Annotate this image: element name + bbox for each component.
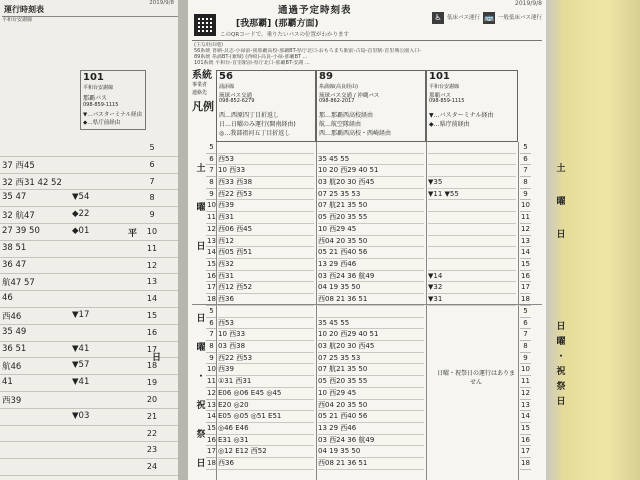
left-hour-cell: 21: [146, 411, 158, 421]
time-cell: E05 ◎05 ◎51 E51: [218, 411, 314, 423]
system-sub-89: 糸満線(高良経由): [319, 84, 358, 90]
hour-cell: 16: [206, 271, 217, 283]
system-sub-101: 平和台安謝線: [429, 84, 460, 90]
left-hour-cell: 19: [146, 378, 158, 388]
time-cell: 西32: [218, 259, 314, 271]
hour-cell: 7: [520, 165, 531, 177]
left-mark-cell: ▼41: [72, 343, 90, 354]
hol-56-column: [218, 306, 314, 470]
legend-56-3: ◎…我部祖河五丁目折返し: [219, 130, 291, 137]
time-cell: 西08 21 36 51: [318, 294, 424, 306]
column-divider: [518, 142, 519, 480]
left-row-line: [0, 458, 178, 459]
time-cell: 西53: [218, 318, 314, 330]
sat-56-column: [218, 142, 314, 306]
left-mark-cell: ◆22: [72, 209, 90, 220]
left-legend: [81, 108, 145, 127]
time-cell: [428, 236, 516, 248]
time-cell: 05 西20 35 55: [318, 376, 424, 388]
time-cell: 西12 西52: [218, 282, 314, 294]
right-holiday-char-1: 日: [556, 322, 566, 332]
time-cell: 西39: [218, 200, 314, 212]
left-time-cell: 32 航47: [2, 211, 35, 222]
time-cell: 35 45 55: [318, 154, 424, 166]
tel-89: 098-862-2017: [319, 98, 355, 104]
holiday-no-service-note: 日曜・祝祭日の運行はありません: [436, 370, 515, 386]
time-cell: 04 19 35 50: [318, 446, 424, 458]
left-route-header: [80, 70, 146, 130]
time-cell: 西39: [218, 364, 314, 376]
hour-cell: 18: [206, 294, 217, 306]
hour-cell: 13: [206, 400, 217, 412]
left-hour-cell: 5: [149, 143, 155, 152]
hour-cell: 14: [520, 411, 531, 423]
left-time-cell: 西46: [2, 312, 22, 322]
left-hour-cell: 10: [146, 227, 158, 236]
hour-cell: 15: [206, 423, 217, 435]
time-cell: [428, 224, 516, 236]
left-hour-cell: 6: [149, 159, 155, 169]
left-time-cell: 36 47: [2, 259, 27, 270]
holiday-char-6: 日: [196, 459, 206, 469]
hour-cell: 11: [520, 376, 531, 388]
left-mark-cell: ▼57: [72, 360, 90, 371]
hour-cell: 12: [520, 224, 531, 236]
hour-cell: 8: [520, 341, 531, 353]
time-cell: [428, 247, 516, 259]
legend-89-3: 西…那覇西高校・西崎経由: [319, 130, 392, 137]
route-info-box: [192, 40, 542, 68]
hour-cell: 11: [206, 212, 217, 224]
time-cell: 西08 21 36 51: [318, 458, 424, 470]
hour-cell: 18: [520, 458, 531, 470]
time-cell: 03 航20 30 西45: [318, 177, 424, 189]
legend-56: [219, 111, 296, 138]
hour-cell: 11: [206, 376, 217, 388]
qr-code-icon[interactable]: [194, 14, 216, 36]
time-cell: [428, 165, 516, 177]
time-cell: [218, 306, 314, 318]
time-cell: [428, 212, 516, 224]
wheelchair-label: 低床バス運行: [446, 15, 480, 21]
contact-heading: 連絡先: [192, 90, 208, 96]
left-time-cell: 41: [2, 377, 13, 388]
time-cell: ◎12 E12 西52: [218, 446, 314, 458]
left-note-1: 平和台安謝線: [2, 17, 33, 23]
hour-cell: 6: [520, 154, 531, 166]
left-hour-cell: 8: [149, 193, 155, 203]
time-cell: 10 西33: [218, 165, 314, 177]
left-row-line: [0, 223, 178, 224]
right-holiday-char-4: 祝: [556, 367, 566, 377]
hour-cell: 5: [206, 306, 217, 318]
hour-cell: 10: [206, 364, 217, 376]
hour-cell: 14: [206, 247, 217, 259]
time-cell: 西04 20 35 50: [318, 400, 424, 412]
hour-cell: 12: [520, 388, 531, 400]
time-cell: 03 航20 30 西45: [318, 341, 424, 353]
hour-cell: 12: [206, 224, 217, 236]
left-row-line: [0, 206, 178, 207]
saturday-char-3: 日: [196, 242, 206, 252]
left-day-char-1: 平: [128, 229, 138, 239]
column-divider: [216, 142, 217, 480]
hour-cell: 9: [206, 353, 217, 365]
hour-cell: 17: [206, 446, 217, 458]
hour-cell: 6: [206, 318, 217, 330]
time-cell: 西53: [218, 154, 314, 166]
left-day-weekday-2: 日: [152, 353, 162, 363]
left-time-cell: 37 西45: [2, 160, 35, 171]
legend-56-1: 西…西原四丁目折返し: [219, 112, 280, 119]
hour-cell: 16: [206, 435, 217, 447]
left-time-cell: 35 47: [2, 192, 27, 203]
qr-note: このQRコードで、乗りたいバスの位置がわかります: [220, 32, 350, 38]
holiday-char-5: 祭: [196, 430, 206, 440]
left-day-label: [128, 228, 137, 241]
left-hour-cell: 16: [146, 327, 158, 337]
holiday-label: [194, 310, 208, 474]
right-saturday-label: [554, 160, 568, 245]
right-saturday-char-1: 土: [556, 164, 566, 174]
time-cell: E20 ◎20: [218, 400, 314, 412]
time-cell: 05 西20 35 55: [318, 212, 424, 224]
left-time-cell: 38 51: [2, 242, 27, 253]
column-divider: [426, 142, 427, 480]
left-sheet-date: 2019/9/8: [149, 0, 174, 6]
time-cell: [428, 259, 516, 271]
legend-label: 凡例: [192, 100, 214, 113]
left-time-cell: 32 西31 42 52: [2, 177, 62, 188]
accessibility-icons: [432, 12, 542, 24]
hour-cell: 18: [206, 458, 217, 470]
time-cell: 西33 西38: [218, 177, 314, 189]
hour-column-sat-right: [520, 142, 531, 306]
holiday-char-4: 祝: [196, 401, 206, 411]
hour-cell: 7: [520, 329, 531, 341]
hour-cell: 8: [206, 341, 217, 353]
hour-cell: 5: [520, 306, 531, 318]
route-line-89: 89系統 糸満BT-(兼城) (西崎)-高良-小禄-那覇BT ...: [194, 54, 308, 60]
hol-89-column: [318, 306, 424, 470]
time-cell: 10 西29 45: [318, 224, 424, 236]
hour-cell: 8: [206, 177, 217, 189]
hour-cell: 7: [206, 329, 217, 341]
hour-cell: 13: [520, 400, 531, 412]
left-row-line: [0, 408, 178, 409]
left-hour-cell: 23: [146, 445, 158, 455]
time-cell: 13 29 西46: [318, 423, 424, 435]
time-cell: ◎46 E46: [218, 423, 314, 435]
hour-cell: 13: [520, 236, 531, 248]
left-hour-cell: 11: [146, 243, 158, 253]
left-operator: 那覇バス: [83, 95, 108, 102]
time-cell: 03 西24 36 航49: [318, 271, 424, 283]
left-time-cell: 35 49: [2, 326, 27, 337]
route-line-56: 56系統 喜納-具志-小禄前-我那覇高校-那覇BT-県庁北口-おもろまち駅前-古島-首里駅-首里城公園入口-: [194, 48, 422, 54]
left-time-cell: 46: [2, 293, 13, 304]
time-cell: [218, 142, 314, 154]
hour-cell: 17: [520, 282, 531, 294]
hour-cell: 15: [206, 259, 217, 271]
left-row-line: [0, 391, 178, 392]
left-row-line: [0, 257, 178, 258]
time-cell: [428, 142, 516, 154]
time-cell: ①31 西31: [218, 376, 314, 388]
left-hour-cell: 9: [149, 210, 155, 220]
left-legend-1: ▼…バスターミナル経由: [83, 112, 142, 118]
hour-cell: 17: [520, 446, 531, 458]
section-divider: [192, 304, 542, 305]
hour-column-hol-right: [520, 306, 531, 470]
hour-cell: 9: [206, 189, 217, 201]
system-sub-1: [192, 81, 214, 89]
holiday-char-2: 曜: [196, 343, 206, 353]
left-legend-2: ◆…県庁前経由: [83, 120, 121, 126]
system-number-101: 101: [429, 71, 450, 82]
time-cell: 10 西29 45: [318, 388, 424, 400]
time-cell: ▼31: [428, 294, 516, 306]
left-time-cell: 航47 57: [2, 278, 35, 289]
left-mark-cell: ▼41: [72, 377, 90, 388]
sat-101-column: [428, 142, 516, 306]
hour-cell: 9: [520, 189, 531, 201]
left-row-line: [0, 290, 178, 291]
left-row-line: [0, 240, 178, 241]
hour-cell: 6: [520, 318, 531, 330]
left-row-line: [0, 307, 178, 308]
time-cell: 07 25 35 53: [318, 353, 424, 365]
left-row-line: [0, 441, 178, 442]
right-saturday-char-2: 曜: [556, 197, 566, 207]
time-cell: 03 西24 36 航49: [318, 435, 424, 447]
holiday-char-1: 日: [196, 314, 206, 324]
right-holiday-char-6: 日: [556, 397, 566, 407]
tel-56: 098-852-6279: [219, 98, 255, 104]
time-cell: ▼32: [428, 282, 516, 294]
saturday-label: [194, 160, 208, 257]
left-row-line: [0, 189, 178, 190]
left-hour-cell: 20: [146, 395, 158, 404]
hour-cell: 8: [520, 177, 531, 189]
left-row-line: [0, 475, 178, 476]
right-holiday-label: [554, 320, 568, 410]
left-hour-cell: 7: [149, 176, 155, 186]
time-cell: [318, 142, 424, 154]
legend-89: [319, 111, 391, 138]
left-time-cell: 27 39 50: [2, 226, 40, 236]
sheet-gap: [178, 0, 188, 480]
hour-cell: 14: [520, 247, 531, 259]
system-number-89: 89: [319, 71, 333, 82]
left-time-cell: 西39: [2, 396, 22, 406]
saturday-char-2: 曜: [196, 203, 206, 213]
time-cell: 西36: [218, 294, 314, 306]
time-cell: 05 21 西40 56: [318, 411, 424, 423]
operator-89: 琉球バス交通 / 沖縄バス: [319, 93, 380, 99]
sheet-title: 通過予定時刻表: [278, 5, 352, 16]
holiday-char-3: ・: [196, 372, 206, 382]
time-cell: 西12: [218, 236, 314, 248]
left-hour-cell: 18: [146, 361, 158, 371]
time-cell: [428, 200, 516, 212]
hour-cell: 17: [206, 282, 217, 294]
hour-cell: 9: [520, 353, 531, 365]
hour-cell: 5: [206, 142, 217, 154]
right-holiday-char-5: 祭: [556, 382, 566, 392]
sat-89-column: [318, 142, 424, 306]
hour-cell: 12: [206, 388, 217, 400]
hour-cell: 18: [520, 294, 531, 306]
left-row-line: [0, 324, 178, 325]
left-route-number: 101: [83, 72, 104, 83]
left-tel: 098-859-1115: [83, 102, 119, 108]
operator-101: 那覇バス: [429, 93, 452, 99]
hour-cell: 11: [520, 212, 531, 224]
left-sheet-title: 運行時刻表: [4, 5, 44, 14]
time-cell: E06 ◎06 E45 ◎45: [218, 388, 314, 400]
time-cell: 西05 西51: [218, 247, 314, 259]
left-hour-cell: 13: [146, 277, 158, 287]
legend-101-1: ▼…バスターミナル経由: [429, 112, 494, 119]
legend-56-2: 日…日曜のみ運行(開南経由): [219, 121, 296, 128]
wheelchair-icon: ♿: [432, 12, 444, 24]
right-timetable-sheet: [188, 0, 546, 480]
time-cell: 西31: [218, 212, 314, 224]
legend-89-2: 航…航空隊経由: [319, 121, 362, 128]
saturday-char-1: 土: [196, 164, 206, 174]
left-mark-cell: ▼17: [72, 310, 90, 320]
hour-cell: 13: [206, 236, 217, 248]
legend-101-2: ◆…県庁前経由: [429, 121, 470, 128]
hour-cell: 15: [520, 259, 531, 271]
left-hour-cell: 17: [146, 344, 158, 354]
bus-label: 一般低床バス運行: [497, 15, 542, 21]
operator-56: 琉球バス交通: [219, 93, 253, 99]
time-cell: 10 20 西29 40 51: [318, 165, 424, 177]
time-cell: 西36: [218, 458, 314, 470]
time-cell: 西31: [218, 271, 314, 283]
column-divider: [316, 142, 317, 480]
hour-cell: 10: [520, 364, 531, 376]
right-holiday-char-3: ・: [556, 352, 566, 362]
left-row-line: [0, 273, 178, 274]
system-label: 系統: [192, 70, 212, 81]
system-sub-56: 浦添線: [219, 84, 235, 90]
left-hour-cell: 14: [146, 294, 158, 304]
time-cell: 10 20 西29 40 51: [318, 329, 424, 341]
left-time-cell: 航46: [2, 362, 22, 373]
route-header: (主な経由地): [194, 42, 223, 48]
left-route-name: 平和台安謝線: [83, 85, 114, 91]
system-label-box: [192, 70, 214, 113]
column-header-89: [316, 70, 426, 142]
column-header-101: [426, 70, 518, 142]
time-cell: 04 19 35 50: [318, 282, 424, 294]
left-notes: [2, 16, 178, 68]
right-holiday-char-2: 曜: [556, 337, 566, 347]
left-hour-cell: 22: [146, 428, 158, 438]
hour-cell: 16: [520, 271, 531, 283]
time-cell: [428, 154, 516, 166]
column-header-56: [216, 70, 316, 142]
left-hour-cell: 15: [146, 311, 158, 320]
left-mark-cell: ▼54: [72, 192, 90, 203]
time-cell: ▼11 ▼55: [428, 189, 516, 201]
time-cell: 西22 西53: [218, 189, 314, 201]
time-cell: 07 航21 35 50: [318, 364, 424, 376]
left-hour-cell: 12: [146, 260, 158, 270]
left-row-line: [0, 156, 178, 157]
hour-cell: 16: [520, 435, 531, 447]
left-row-line: [0, 425, 178, 426]
hour-cell: 15: [520, 423, 531, 435]
time-cell: 西04 20 35 50: [318, 236, 424, 248]
hour-cell: 10: [206, 200, 217, 212]
system-number-56: 56: [219, 71, 233, 82]
right-saturday-char-3: 日: [556, 230, 566, 240]
legend-101: [429, 111, 493, 129]
time-cell: ▼35: [428, 177, 516, 189]
left-row-line: [0, 341, 178, 342]
stop-name: [我那覇] (那覇方面): [236, 19, 319, 29]
time-cell: E31 ◎31: [218, 435, 314, 447]
time-cell: [318, 306, 424, 318]
time-cell: 07 航21 35 50: [318, 200, 424, 212]
hour-cell: 7: [206, 165, 217, 177]
time-cell: 13 29 西46: [318, 259, 424, 271]
left-row-line: [0, 173, 178, 174]
left-time-cell: 36 51: [2, 343, 27, 354]
time-cell: 35 45 55: [318, 318, 424, 330]
bus-icon: 🚌: [484, 13, 494, 22]
hour-cell: 6: [206, 154, 217, 166]
hour-cell: 5: [520, 142, 531, 154]
display-frame: [546, 0, 640, 480]
left-mark-cell: ◆01: [72, 226, 90, 236]
sheet-date: 2019/9/8: [515, 0, 542, 7]
legend-89-1: 那…那覇西高校経由: [319, 112, 374, 119]
left-mark-cell: ▼03: [72, 410, 90, 421]
time-cell: 07 25 35 53: [318, 189, 424, 201]
hour-cell: 14: [206, 411, 217, 423]
operator-heading: 事業者: [192, 82, 208, 88]
tel-101: 098-859-1115: [429, 98, 465, 104]
time-cell: 西22 西53: [218, 353, 314, 365]
time-cell: 西06 西45: [218, 224, 314, 236]
time-cell: 03 西38: [218, 341, 314, 353]
left-timetable-sheet: [0, 0, 178, 480]
hour-cell: 10: [520, 200, 531, 212]
time-cell: ▼14: [428, 271, 516, 283]
time-cell: 10 西33: [218, 329, 314, 341]
left-hour-cell: 24: [146, 462, 158, 472]
left-row-line: [0, 374, 178, 375]
time-cell: 05 21 西40 56: [318, 247, 424, 259]
system-sub-2: [192, 89, 214, 97]
route-line-101: 101系統 平和台-首里駅前-県庁北口-那覇BT-安謝 ...: [194, 60, 310, 66]
left-day-weekday: [128, 228, 137, 241]
